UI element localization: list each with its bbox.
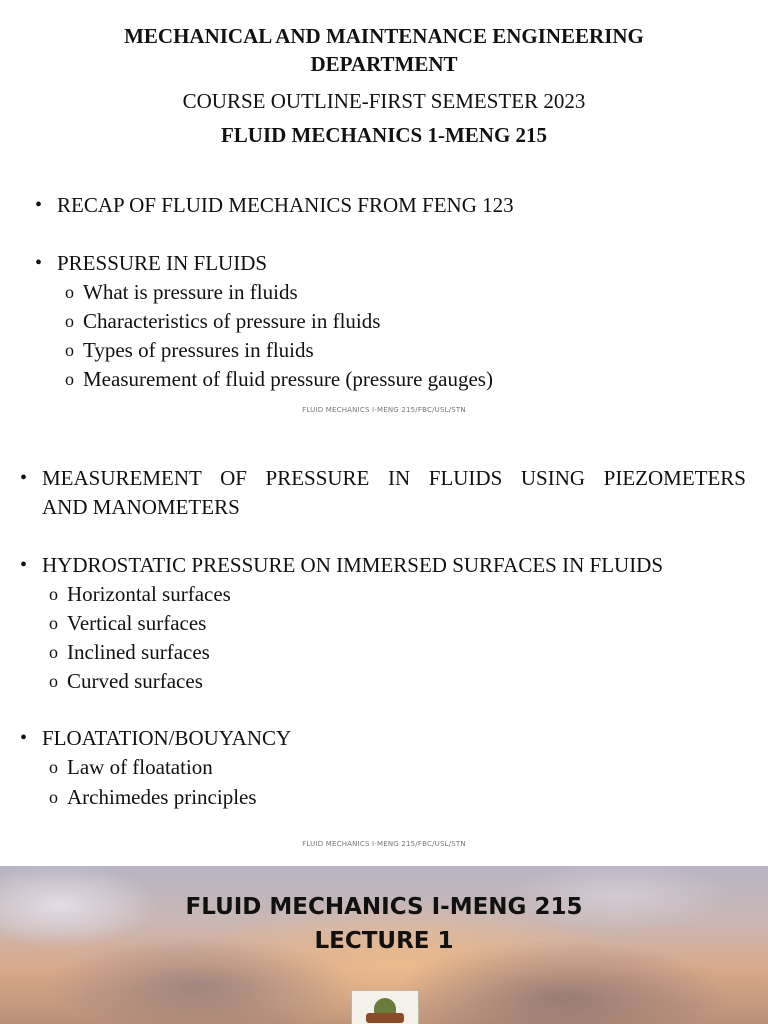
sub-item-text: What is pressure in fluids xyxy=(83,280,298,304)
slide-footer: FLUID MECHANICS I-MENG 215/FBC/USL/STN xyxy=(302,840,466,848)
sub-item xyxy=(65,278,298,307)
circle-bullet-icon: o xyxy=(49,642,58,662)
bullet-icon: • xyxy=(35,252,43,274)
bullet-item xyxy=(20,551,664,580)
sub-item-text: Measurement of fluid pressure (pressure gauges) xyxy=(83,367,493,391)
sub-item-text: Characteristics of pressure in fluids xyxy=(83,309,381,333)
bullet-item xyxy=(20,464,746,493)
university-logo xyxy=(351,990,419,1024)
sub-item-text: Types of pressures in fluids xyxy=(83,338,314,362)
sub-item xyxy=(65,336,314,365)
bullet-icon: • xyxy=(20,467,28,489)
sub-item xyxy=(49,783,257,812)
sub-item xyxy=(65,365,493,394)
slide-1 xyxy=(0,0,768,425)
lecture-title xyxy=(0,890,768,958)
circle-bullet-icon: o xyxy=(49,584,58,604)
crest-banner-icon xyxy=(366,1013,404,1023)
sub-item xyxy=(49,638,210,667)
bullet-text: RECAP OF FLUID MECHANICS FROM FENG 123 xyxy=(57,193,514,217)
circle-bullet-icon: o xyxy=(49,787,58,807)
course-title: FLUID MECHANICS 1-MENG 215 xyxy=(220,123,548,147)
bullet-text: HYDROSTATIC PRESSURE ON IMMERSED SURFACES IN FLUIDS xyxy=(42,553,664,577)
slide-2 xyxy=(0,425,768,865)
bullet-text: MEASUREMENT OF PRESSURE IN FLUIDS USING PIEZOMETERS xyxy=(42,466,746,490)
bullet-icon: • xyxy=(20,727,28,749)
bullet-icon: • xyxy=(20,554,28,576)
circle-bullet-icon: o xyxy=(65,369,74,389)
sub-item xyxy=(49,753,213,782)
circle-bullet-icon: o xyxy=(49,757,58,777)
sub-item xyxy=(65,307,381,336)
sub-item xyxy=(49,667,203,696)
circle-bullet-icon: o xyxy=(49,613,58,633)
bullet-text: PRESSURE IN FLUIDS xyxy=(57,251,268,275)
sub-item-text: Inclined surfaces xyxy=(67,640,210,664)
sub-item-text: Curved surfaces xyxy=(67,669,203,693)
circle-bullet-icon: o xyxy=(49,671,58,691)
sub-item-text: Archimedes principles xyxy=(67,785,257,809)
bullet-text-continued: AND MANOMETERS xyxy=(42,495,240,519)
sub-item-text: Horizontal surfaces xyxy=(67,582,231,606)
course-outline-heading: COURSE OUTLINE-FIRST SEMESTER 2023 xyxy=(182,89,586,113)
bullet-icon: • xyxy=(35,194,43,216)
slide-3-title-slide xyxy=(0,866,768,1024)
bullet-item xyxy=(20,724,292,753)
lecture-course-title: FLUID MECHANICS I-MENG 215 xyxy=(185,894,583,920)
sub-item xyxy=(49,580,231,609)
sub-item-text: Law of floatation xyxy=(67,755,213,779)
circle-bullet-icon: o xyxy=(65,340,74,360)
bullet-item xyxy=(35,249,268,278)
circle-bullet-icon: o xyxy=(65,282,74,302)
circle-bullet-icon: o xyxy=(65,311,74,331)
lecture-number: LECTURE 1 xyxy=(314,928,454,954)
department-title: MECHANICAL AND MAINTENANCE ENGINEERING DEPARTMENT xyxy=(124,24,644,76)
slide-footer: FLUID MECHANICS I-MENG 215/FBC/USL/STN xyxy=(302,406,466,414)
bullet-text: FLOATATION/BOUYANCY xyxy=(42,726,292,750)
sub-item xyxy=(49,609,207,638)
sub-item-text: Vertical surfaces xyxy=(67,611,207,635)
bullet-item xyxy=(35,191,514,220)
